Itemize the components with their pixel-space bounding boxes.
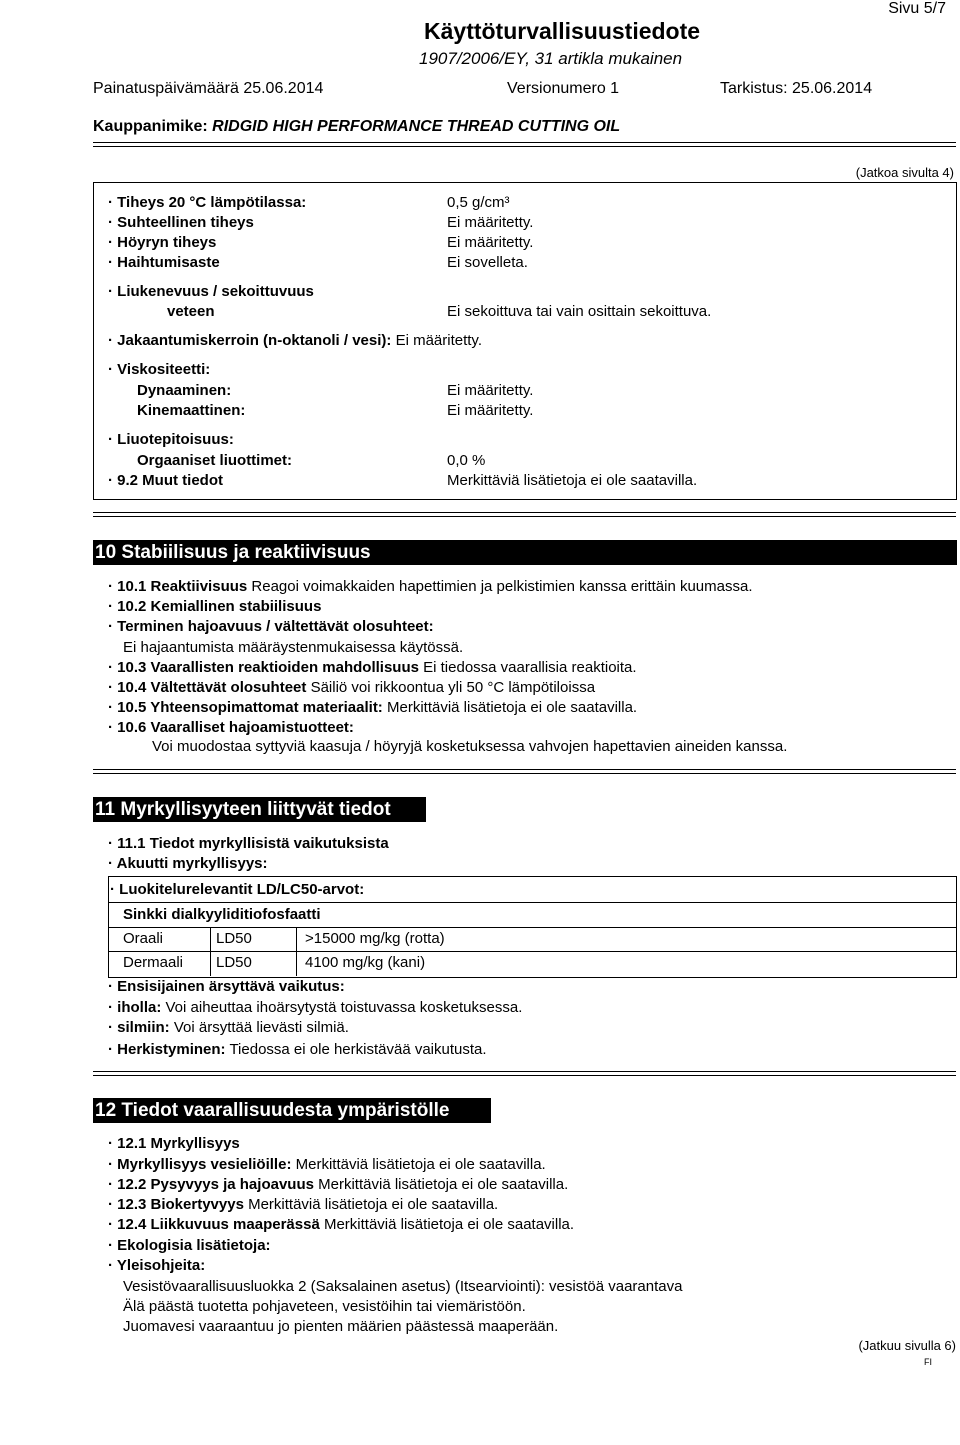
section-rule bbox=[93, 512, 956, 513]
chemical-stability-label: · 10.2 Kemiallinen stabiilisuus bbox=[108, 598, 322, 615]
eye-line bbox=[108, 1019, 349, 1036]
continued-from: (Jatkoa sivulta 4) bbox=[855, 165, 954, 180]
reactivity-text: Reagoi voimakkaiden hapettimien ja pelkistimien kanssa erittäin kuumassa. bbox=[251, 578, 753, 595]
density-value: 0,5 g/cm³ bbox=[447, 194, 510, 211]
table-cell-route: Oraali bbox=[123, 930, 164, 947]
sensitization-text: Tiedossa ei ole herkistävää vaikutusta. bbox=[229, 1041, 487, 1058]
ecological-info-label: · Ekologisia lisätietoja: bbox=[108, 1237, 271, 1254]
incompatible-materials-text: Merkittäviä lisätietoja ei ole saatavilla. bbox=[386, 699, 638, 716]
thermal-decomposition-text: Ei hajaantumista määräystenmukaisessa käytössä. bbox=[123, 639, 464, 656]
organic-solvents-label: Orgaaniset liuottimet: bbox=[137, 452, 293, 469]
table-row-divider bbox=[108, 951, 956, 952]
vapour-density-value: Ei määritetty. bbox=[447, 234, 534, 251]
sensitization-label: · Herkistyminen: bbox=[108, 1041, 226, 1058]
continued-to: (Jatkuu sivulla 6) bbox=[858, 1338, 956, 1353]
density-label: · Tiheys 20 °C lämpötilassa: bbox=[108, 194, 307, 211]
thermal-decomposition-label: · Terminen hajoavuus / vältettävät olosuhteet: bbox=[108, 618, 434, 635]
table-cell-type: LD50 bbox=[216, 954, 252, 971]
table-cell-route: Dermaali bbox=[123, 954, 184, 971]
skin-line bbox=[108, 999, 522, 1016]
table-cell-type: LD50 bbox=[216, 930, 252, 947]
hazardous-reactions-text: Ei tiedossa vaarallisia reaktioita. bbox=[423, 659, 637, 676]
vapour-density-label: · Höyryn tiheys bbox=[108, 234, 217, 251]
document-title: Käyttöturvallisuustiedote bbox=[424, 18, 701, 44]
general-note-2: Älä päästä tuotetta pohjaveteen, vesistöihin tai viemäristöön. bbox=[123, 1298, 526, 1315]
eye-label: · silmiin: bbox=[108, 1019, 170, 1036]
revision-date: Tarkistus: 25.06.2014 bbox=[720, 80, 873, 97]
ld-values-label: · Luokitelurelevantit LD/LC50-arvot: bbox=[110, 881, 365, 898]
section-rule-2 bbox=[93, 773, 956, 774]
ld-divider bbox=[108, 902, 956, 903]
relative-density-label: · Suhteellinen tiheys bbox=[108, 214, 254, 231]
partition-value: Ei määritetty. bbox=[395, 332, 482, 349]
section-10-heading: 10 Stabiilisuus ja reaktiivisuus bbox=[93, 540, 957, 565]
version-number: Versionumero 1 bbox=[507, 80, 620, 97]
mobility-text: Merkittäviä lisätietoja ei ole saatavilla. bbox=[323, 1216, 575, 1233]
conditions-to-avoid-text: Säiliö voi rikkoontua yli 50 °C lämpötiloissa bbox=[310, 679, 596, 696]
aquatic-toxicity-label: · Myrkyllisyys vesieliöille: bbox=[108, 1156, 292, 1173]
bioaccumulation-text: Merkittäviä lisätietoja ei ole saatavilla. bbox=[248, 1196, 499, 1213]
reactivity-line bbox=[108, 578, 753, 595]
trade-name-line bbox=[93, 118, 620, 136]
relative-density-value: Ei määritetty. bbox=[447, 214, 534, 231]
language-code: FI bbox=[924, 1357, 932, 1367]
eye-text: Voi ärsyttää lievästi silmiä. bbox=[173, 1019, 349, 1036]
solubility-water-value: Ei sekoittuva tai vain osittain sekoittuva. bbox=[447, 303, 712, 320]
general-notes-label: · Yleisohjeita: bbox=[108, 1257, 206, 1274]
solvent-content-label: · Liuotepitoisuus: bbox=[108, 431, 234, 448]
partition-label: · Jakaantumiskerroin (n-oktanoli / vesi): bbox=[108, 332, 392, 349]
hazardous-reactions-line bbox=[108, 659, 637, 676]
header-rule-2 bbox=[93, 146, 956, 147]
print-date: Painatuspäivämäärä 25.06.2014 bbox=[93, 80, 324, 97]
solubility-water-label: veteen bbox=[167, 303, 215, 320]
partition-line bbox=[108, 332, 482, 349]
incompatible-materials-label: · 10.5 Yhteensopimattomat materiaalit: bbox=[108, 699, 383, 716]
mobility-label: · 12.4 Liikkuvuus maaperässä bbox=[108, 1216, 320, 1233]
persistence-label: · 12.2 Pysyvyys ja hajoavuus bbox=[108, 1176, 314, 1193]
solubility-label: · Liukenevuus / sekoittuvuus bbox=[108, 283, 314, 300]
table-cell-value: >15000 mg/kg (rotta) bbox=[305, 930, 445, 947]
sensitization-line bbox=[108, 1041, 487, 1058]
primary-irritant-label: · Ensisijainen ärsyttävä vaikutus: bbox=[108, 978, 345, 995]
bioaccumulation-line bbox=[108, 1196, 498, 1213]
hazardous-reactions-label: · 10.3 Vaarallisten reaktioiden mahdollisuus bbox=[108, 659, 419, 676]
kinematic-viscosity-label: Kinemaattinen: bbox=[137, 402, 246, 419]
acute-toxicity-label: · Akuutti myrkyllisyys: bbox=[108, 855, 268, 872]
bioaccumulation-label: · 12.3 Biokertyvyys bbox=[108, 1196, 244, 1213]
general-note-1: Vesistövaarallisuusluokka 2 (Saksalainen asetus) (Itsearviointi): vesistöä vaarantava bbox=[123, 1278, 683, 1295]
section-rule-2 bbox=[93, 1075, 956, 1076]
toxicity-label: · 12.1 Myrkyllisyys bbox=[108, 1135, 240, 1152]
reactivity-label: · 10.1 Reaktiivisuus bbox=[108, 578, 248, 595]
toxicological-effects-label: · 11.1 Tiedot myrkyllisistä vaikutuksista bbox=[108, 835, 389, 852]
substance-name: Sinkki dialkyyliditiofosfaatti bbox=[123, 906, 321, 923]
section-11-heading: 11 Myrkyllisyyteen liittyvät tiedot bbox=[93, 797, 426, 822]
section-rule bbox=[93, 1071, 956, 1072]
evaporation-label: · Haihtumisaste bbox=[108, 254, 220, 271]
aquatic-toxicity-line bbox=[108, 1156, 546, 1173]
header-rule bbox=[93, 142, 956, 143]
mobility-line bbox=[108, 1216, 574, 1233]
dynamic-viscosity-value: Ei määritetty. bbox=[447, 382, 534, 399]
evaporation-value: Ei sovelleta. bbox=[447, 254, 528, 271]
persistence-text: Merkittäviä lisätietoja ei ole saatavilla. bbox=[318, 1176, 569, 1193]
page-number: Sivu 5/7 bbox=[888, 0, 946, 17]
persistence-line bbox=[108, 1176, 568, 1193]
general-note-3: Juomavesi vaaraantuu jo pienten määrien päästessä maaperään. bbox=[123, 1318, 559, 1335]
trade-name: RIDGID HIGH PERFORMANCE THREAD CUTTING OIL bbox=[212, 118, 621, 135]
organic-solvents-value: 0,0 % bbox=[447, 452, 486, 469]
conditions-to-avoid-line bbox=[108, 679, 595, 696]
document-subtitle: 1907/2006/EY, 31 artikla mukainen bbox=[419, 49, 683, 68]
section-rule bbox=[93, 769, 956, 770]
decomposition-products-text: Voi muodostaa syttyviä kaasuja / höyryjä kosketuksessa vahvojen hapettavien aineiden kanssa. bbox=[152, 738, 788, 755]
conditions-to-avoid-label: · 10.4 Vältettävät olosuhteet bbox=[108, 679, 307, 696]
other-info-value: Merkittäviä lisätietoja ei ole saatavilla. bbox=[447, 472, 698, 489]
aquatic-toxicity-text: Merkittäviä lisätietoja ei ole saatavilla. bbox=[295, 1156, 546, 1173]
trade-name-label: Kauppanimike: bbox=[93, 118, 208, 135]
ld-divider bbox=[108, 927, 956, 928]
section-rule-2 bbox=[93, 516, 956, 517]
skin-label: · iholla: bbox=[108, 999, 162, 1016]
other-info-label: · 9.2 Muut tiedot bbox=[108, 472, 223, 489]
kinematic-viscosity-value: Ei määritetty. bbox=[447, 402, 534, 419]
decomposition-products-label: · 10.6 Vaaralliset hajoamistuotteet: bbox=[108, 719, 354, 736]
skin-text: Voi aiheuttaa ihoärsytystä toistuvassa kosketuksessa. bbox=[165, 999, 523, 1016]
dynamic-viscosity-label: Dynaaminen: bbox=[137, 382, 232, 399]
section-12-heading: 12 Tiedot vaarallisuudesta ympäristölle bbox=[93, 1098, 491, 1123]
incompatible-materials-line bbox=[108, 699, 637, 716]
viscosity-label: · Viskositeetti: bbox=[108, 361, 211, 378]
table-cell-value: 4100 mg/kg (kani) bbox=[305, 954, 426, 971]
